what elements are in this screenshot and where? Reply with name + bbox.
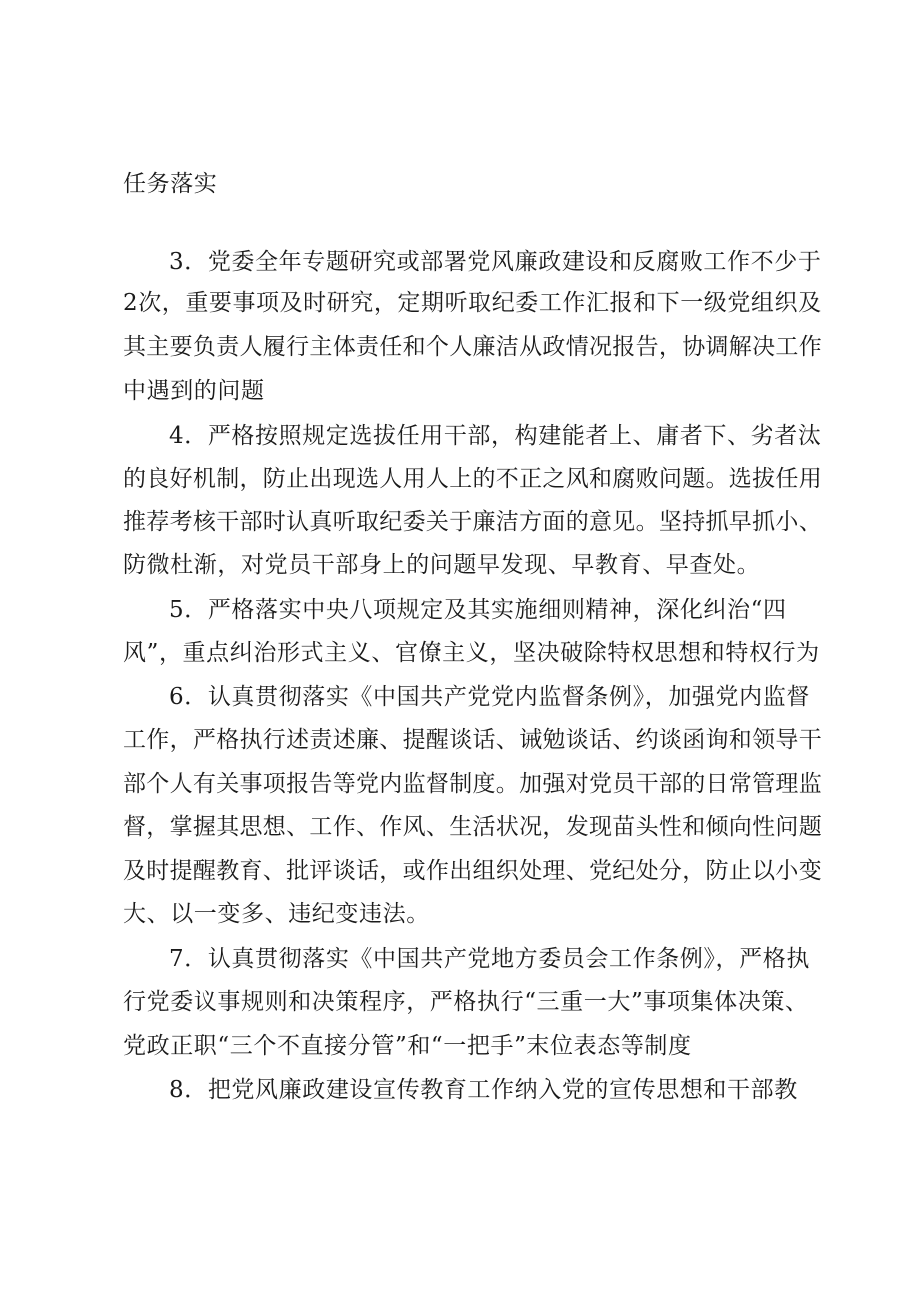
- paragraph-line: 4．严格按照规定选拔任用干部，构建能者上、庸者下、劣者汰: [169, 423, 822, 449]
- section-heading: 任务落实: [123, 171, 218, 197]
- paragraph-line: 2次，重要事项及时研究，定期听取纪委工作汇报和下一级党组织及: [123, 290, 822, 316]
- paragraph-line: 大、以一变多、违纪变违法。: [123, 901, 430, 927]
- paragraph-line: 风”，重点纠治形式主义、官僚主义，坚决破除特权思想和特权行为: [123, 640, 820, 666]
- paragraph-line: 行党委议事规则和决策程序，严格执行“三重一大”事项集体决策、: [123, 989, 809, 1015]
- paragraph-line: 的良好机制，防止出现选人用人上的不正之风和腐败问题。选拔任用: [123, 466, 822, 492]
- paragraph-line: 党政正职“三个不直接分管”和“一把手”末位表态等制度: [123, 1033, 692, 1059]
- paragraph-line: 3．党委全年专题研究或部署党风廉政建设和反腐败工作不少于: [169, 249, 822, 275]
- paragraph-line: 7．认真贯彻落实《中国共产党地方委员会工作条例》，严格执: [169, 946, 810, 972]
- paragraph-line: 及时提醒教育、批评谈话，或作出组织处理、党纪处分，防止以小变: [123, 858, 822, 884]
- paragraph-line: 5．严格落实中央八项规定及其实施细则精神，深化纠治“四: [169, 597, 787, 623]
- paragraph-line: 8．把党风廉政建设宣传教育工作纳入党的宣传思想和干部教: [169, 1077, 798, 1103]
- paragraph-line: 督，掌握其思想、工作、作风、生活状况，发现苗头性和倾向性问题: [123, 814, 822, 840]
- paragraph-line: 工作，严格执行述责述廉、提醒谈话、诫勉谈话、约谈函询和领导干: [123, 727, 822, 753]
- paragraph-line: 中遇到的问题: [123, 378, 265, 404]
- paragraph-line: 6．认真贯彻落实《中国共产党党内监督条例》，加强党内监督: [169, 684, 810, 710]
- paragraph-line: 防微杜渐，对党员干部身上的问题早发现、早教育、早查处。: [123, 552, 761, 578]
- paragraph-line: 部个人有关事项报告等党内监督制度。加强对党员干部的日常管理监: [123, 771, 822, 797]
- paragraph-line: 推荐考核干部时认真听取纪委关于廉洁方面的意见。坚持抓早抓小、: [123, 509, 822, 535]
- paragraph-line: 其主要负责人履行主体责任和个人廉洁从政情况报告，协调解决工作: [123, 334, 822, 360]
